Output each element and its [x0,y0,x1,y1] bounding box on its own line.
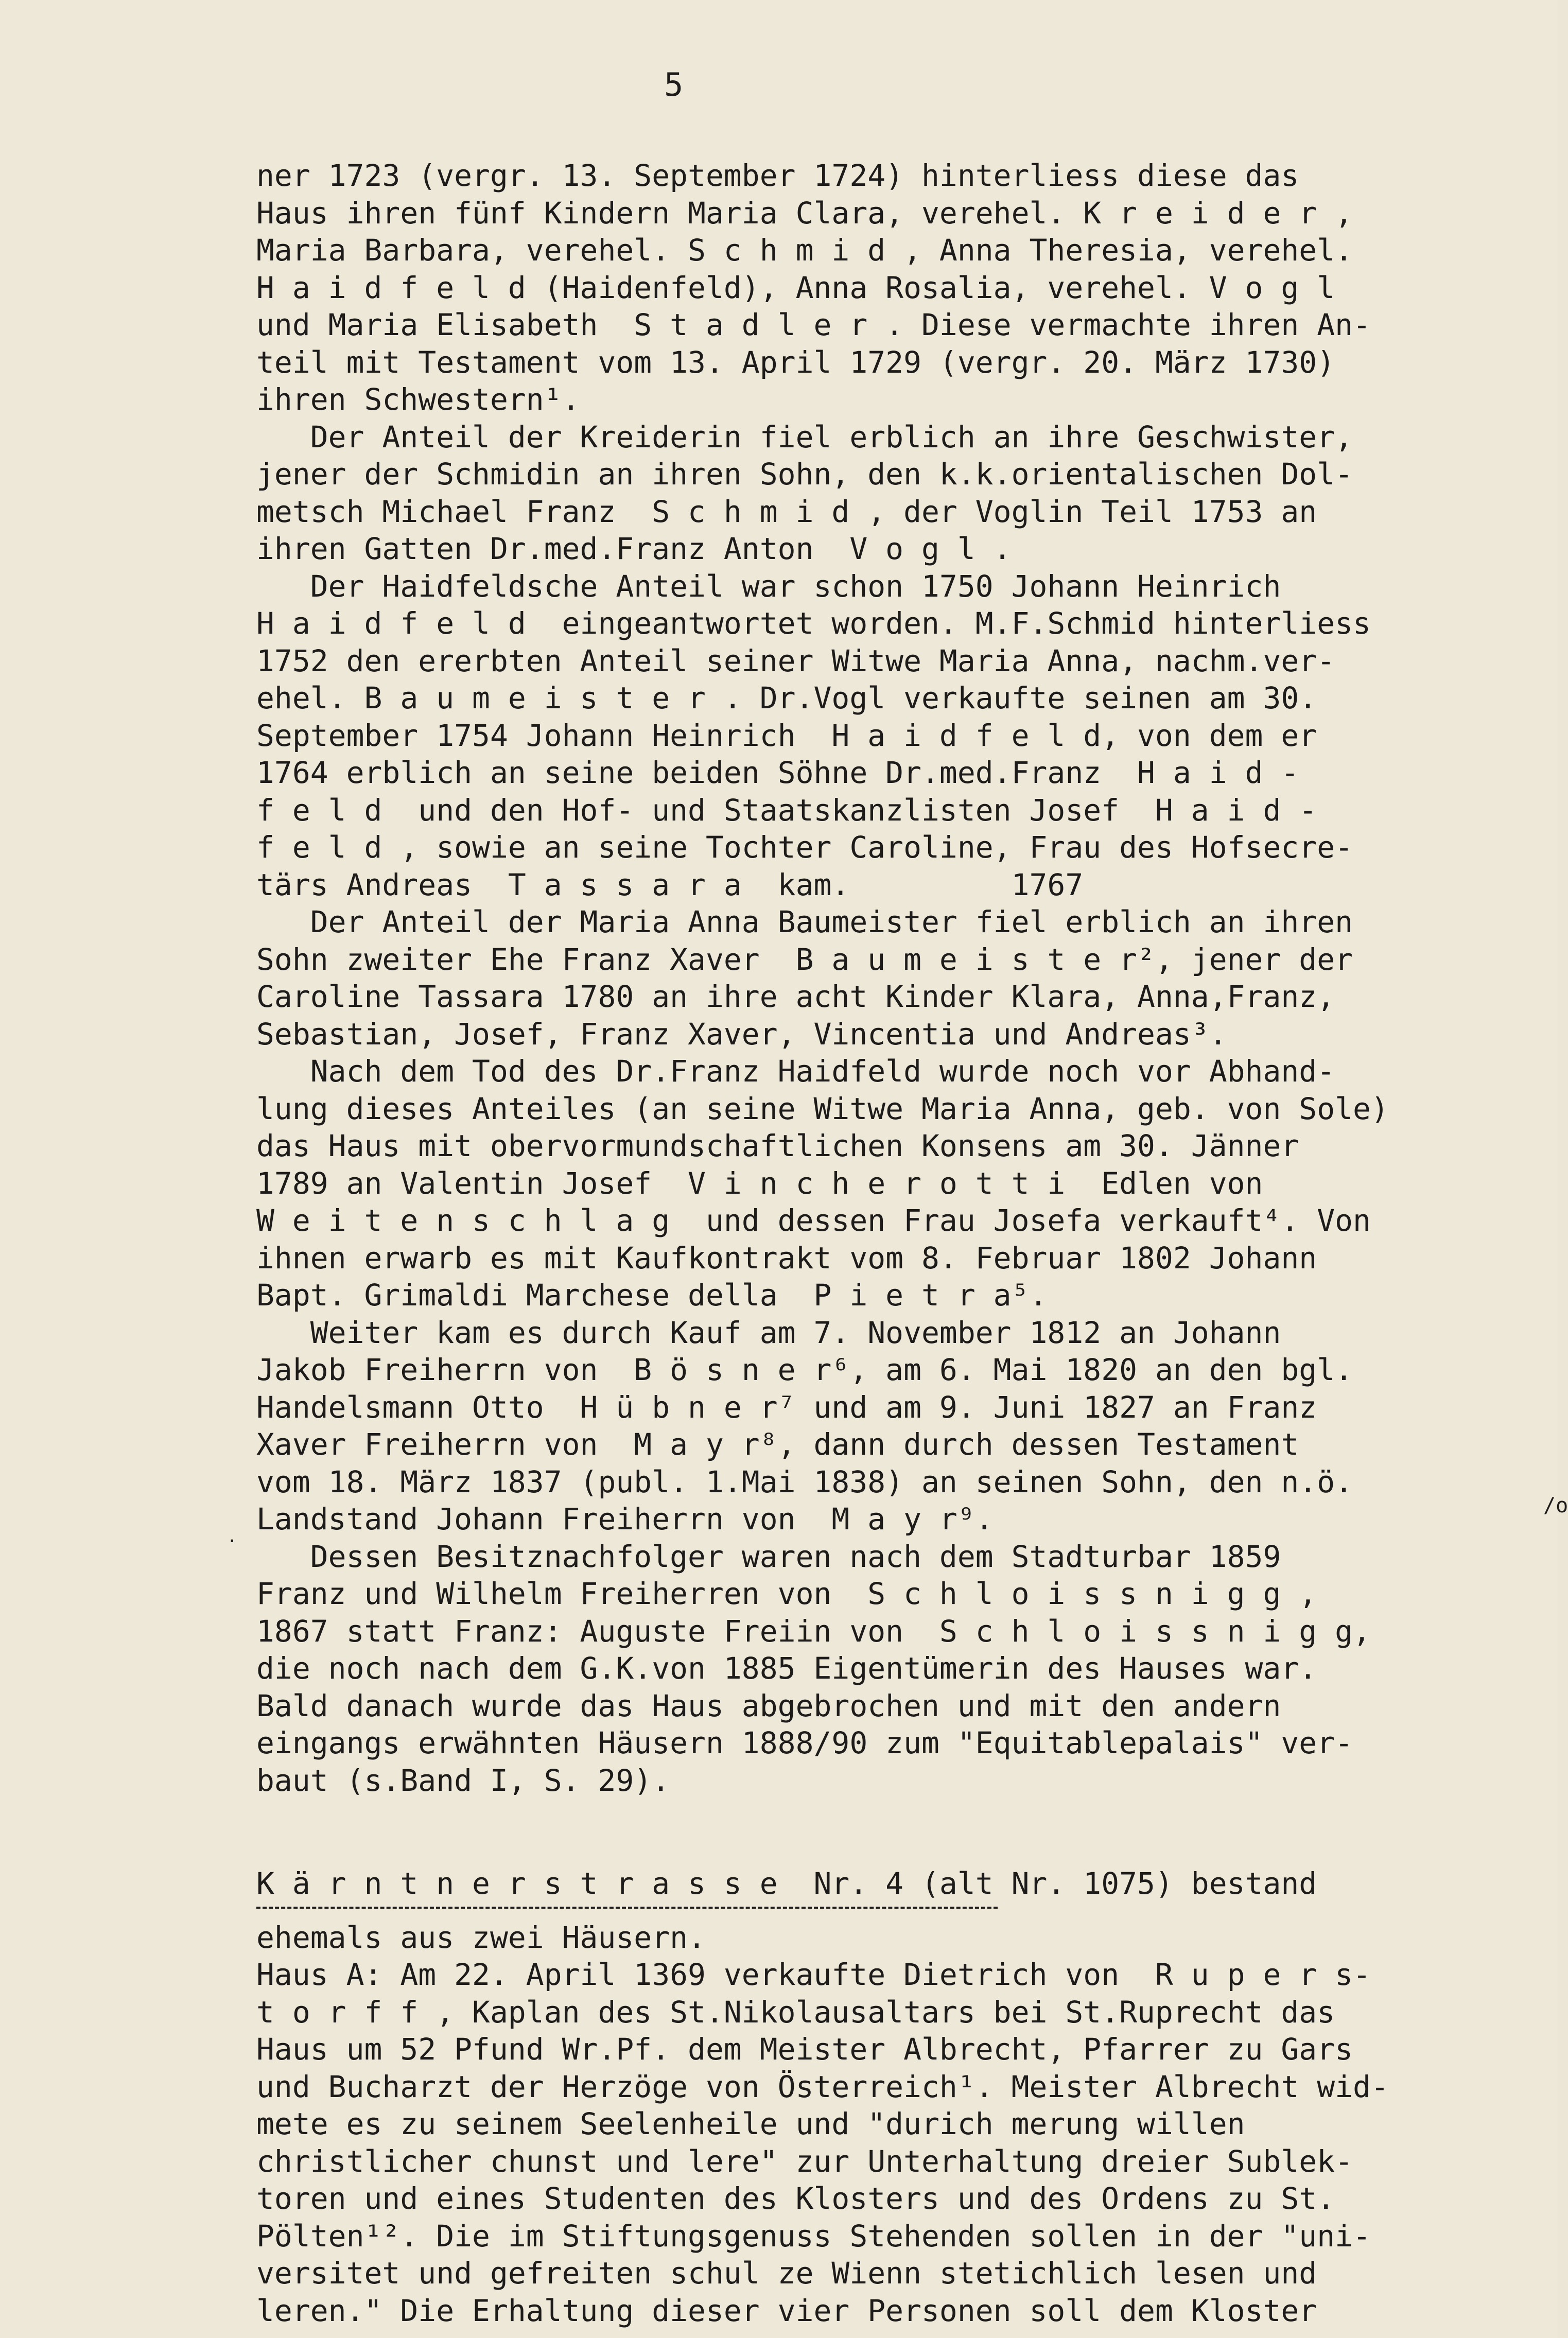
text-line: 1764 erblich an seine beiden Söhne Dr.med.Franz H a i d - [256,755,1299,790]
text-line: und Bucharzt der Herzöge von Österreich¹. Meister Albrecht wid- [256,2069,1389,2104]
section-heading-line: ehemals aus zwei Häusern. [256,1920,706,1955]
text-line: Haus A: Am 22. April 1369 verkaufte Dietrich von R u p e r s- [256,1957,1371,1992]
text-line: Caroline Tassara 1780 an ihre acht Kinder Klara, Anna,Franz, [256,979,1335,1014]
text-line: W e i t e n s c h l a g und dessen Frau Josefa verkauft⁴. Von [256,1203,1371,1238]
text-line: eingangs erwähnten Häusern 1888/90 zum "Equitablepalais" ver- [256,1725,1353,1760]
text-line: leren." Die Erhaltung dieser vier Personen soll dem Kloster [256,2293,1317,2328]
paragraph-b [256,1956,1523,2329]
text-line: ihnen erwarb es mit Kaufkontrakt vom 8. Februar 1802 Johann [256,1240,1317,1276]
text-line: und Maria Elisabeth S t a d l e r . Diese vermachte ihren An- [256,307,1371,342]
text-line: baut (s.Band I, S. 29). [256,1763,670,1798]
text-line: Landstand Johann Freiherrn von M a y r⁹. [256,1502,994,1537]
text-line: Maria Barbara, verehel. S c h m i d , Anna Theresia, verehel. [256,233,1353,268]
text-line: 1752 den ererbten Anteil seiner Witwe Maria Anna, nachm.ver- [256,643,1335,678]
heading-dashed-rule [256,1907,998,1909]
text-line: Sohn zweiter Ehe Franz Xaver B a u m e i s t e r², jener der [256,941,1353,977]
text-line: mete es zu seinem Seelenheile und "durich merung willen [256,2106,1245,2141]
text-line: f e l d und den Hof- und Staatskanzlisten Josef H a i d - [256,792,1317,828]
text-line: Jakob Freiherrn von B ö s n e r⁶, am 6. Mai 1820 an den bgl. [256,1352,1353,1387]
text-line: Handelsmann Otto H ü b n e r⁷ und am 9. Juni 1827 an Franz [256,1389,1317,1425]
text-line: Der Anteil der Maria Anna Baumeister fiel erblich an ihren [256,904,1353,939]
paragraph-a [256,157,1523,1799]
text-line: Haus ihren fünf Kindern Maria Clara, verehel. K r e i d e r , [256,195,1353,231]
text-line: die noch nach dem G.K.von 1885 Eigentümerin des Hauses war. [256,1651,1317,1686]
text-line: Bapt. Grimaldi Marchese della P i e t r a⁵. [256,1278,1048,1313]
text-line: ner 1723 (vergr. 13. September 1724) hinterliess diese das [256,158,1299,193]
text-line: Der Haidfeldsche Anteil war schon 1750 Johann Heinrich [256,568,1281,604]
text-line: ihren Gatten Dr.med.Franz Anton V o g l . [256,531,1012,566]
text-line: Dessen Besitznachfolger waren nach dem Stadturbar 1859 [256,1539,1281,1574]
text-line: Weiter kam es durch Kauf am 7. November 1812 an Johann [256,1315,1281,1350]
page-number: 5 [664,66,684,103]
text-line: 1789 an Valentin Josef V i n c h e r o t t i Edlen von [256,1165,1263,1201]
text-line: 1867 statt Franz: Auguste Freiin von S c h l o i s s n i g g, [256,1613,1371,1649]
text-line: versitet und gefreiten schul ze Wienn stetichlich lesen und [256,2256,1317,2291]
text-line: metsch Michael Franz S c h m i d , der Voglin Teil 1753 an [256,494,1317,529]
text-line: Sebastian, Josef, Franz Xaver, Vincentia und Andreas³. [256,1016,1227,1052]
text-line: Der Anteil der Kreiderin fiel erblich an ihre Geschwister, [256,419,1353,455]
margin-mark-dot: · [227,1531,238,1552]
section-heading-line: K ä r n t n e r s t r a s s e Nr. 4 (alt Nr. 1075) bestand [256,1866,1317,1901]
section-gap [256,1799,1523,1865]
text-line: tärs Andreas T a s s a r a kam. 1767 [256,867,1084,902]
text-line: Bald danach wurde das Haus abgebrochen und mit den andern [256,1688,1281,1723]
text-line: jener der Schmidin an ihren Sohn, den k.k.orientalischen Dol- [256,457,1353,492]
text-line: Haus um 52 Pfund Wr.Pf. dem Meister Albrecht, Pfarrer zu Gars [256,2032,1353,2067]
text-line: Nach dem Tod des Dr.Franz Haidfeld wurde noch vor Abhand- [256,1054,1335,1089]
text-line: t o r f f , Kaplan des St.Nikolausaltars bei St.Ruprecht das [256,1994,1335,2030]
text-line: christlicher chunst und lere" zur Unterhaltung dreier Sublek- [256,2143,1353,2179]
text-line: vom 18. März 1837 (publ. 1.Mai 1838) an seinen Sohn, den n.ö. [256,1464,1353,1499]
text-line: ihren Schwestern¹. [256,382,580,417]
text-line: teil mit Testament vom 13. April 1729 (vergr. 20. März 1730) [256,344,1335,380]
text-line: Xaver Freiherrn von M a y r⁸, dann durch dessen Testament [256,1427,1299,1462]
text-line: f e l d , sowie an seine Tochter Caroline, Frau des Hofsecre- [256,830,1353,865]
text-line: H a i d f e l d eingeantwortet worden. M.F.Schmid hinterliess [256,606,1371,641]
margin-footnote-mark: /o [1543,1494,1568,1517]
text-line: ehel. B a u m e i s t e r . Dr.Vogl verkaufte seinen am 30. [256,681,1317,716]
text-line: lung dieses Anteiles (an seine Witwe Maria Anna, geb. von Sole) [256,1091,1389,1126]
section-heading [256,1865,1523,1956]
text-line: das Haus mit obervormundschaftlichen Konsens am 30. Jänner [256,1128,1299,1163]
text-line: H a i d f e l d (Haidenfeld), Anna Rosalia, verehel. V o g l [256,270,1335,305]
text-line: Franz und Wilhelm Freiherren von S c h l o i s s n i g g , [256,1576,1317,1611]
body-text [256,157,1523,2329]
text-line: September 1754 Johann Heinrich H a i d f e l d, von dem er [256,718,1317,753]
text-line: toren und eines Studenten des Klosters und des Ordens zu St. [256,2181,1335,2216]
text-line: Pölten¹². Die im Stiftungsgenuss Stehenden sollen in der "uni- [256,2218,1371,2254]
